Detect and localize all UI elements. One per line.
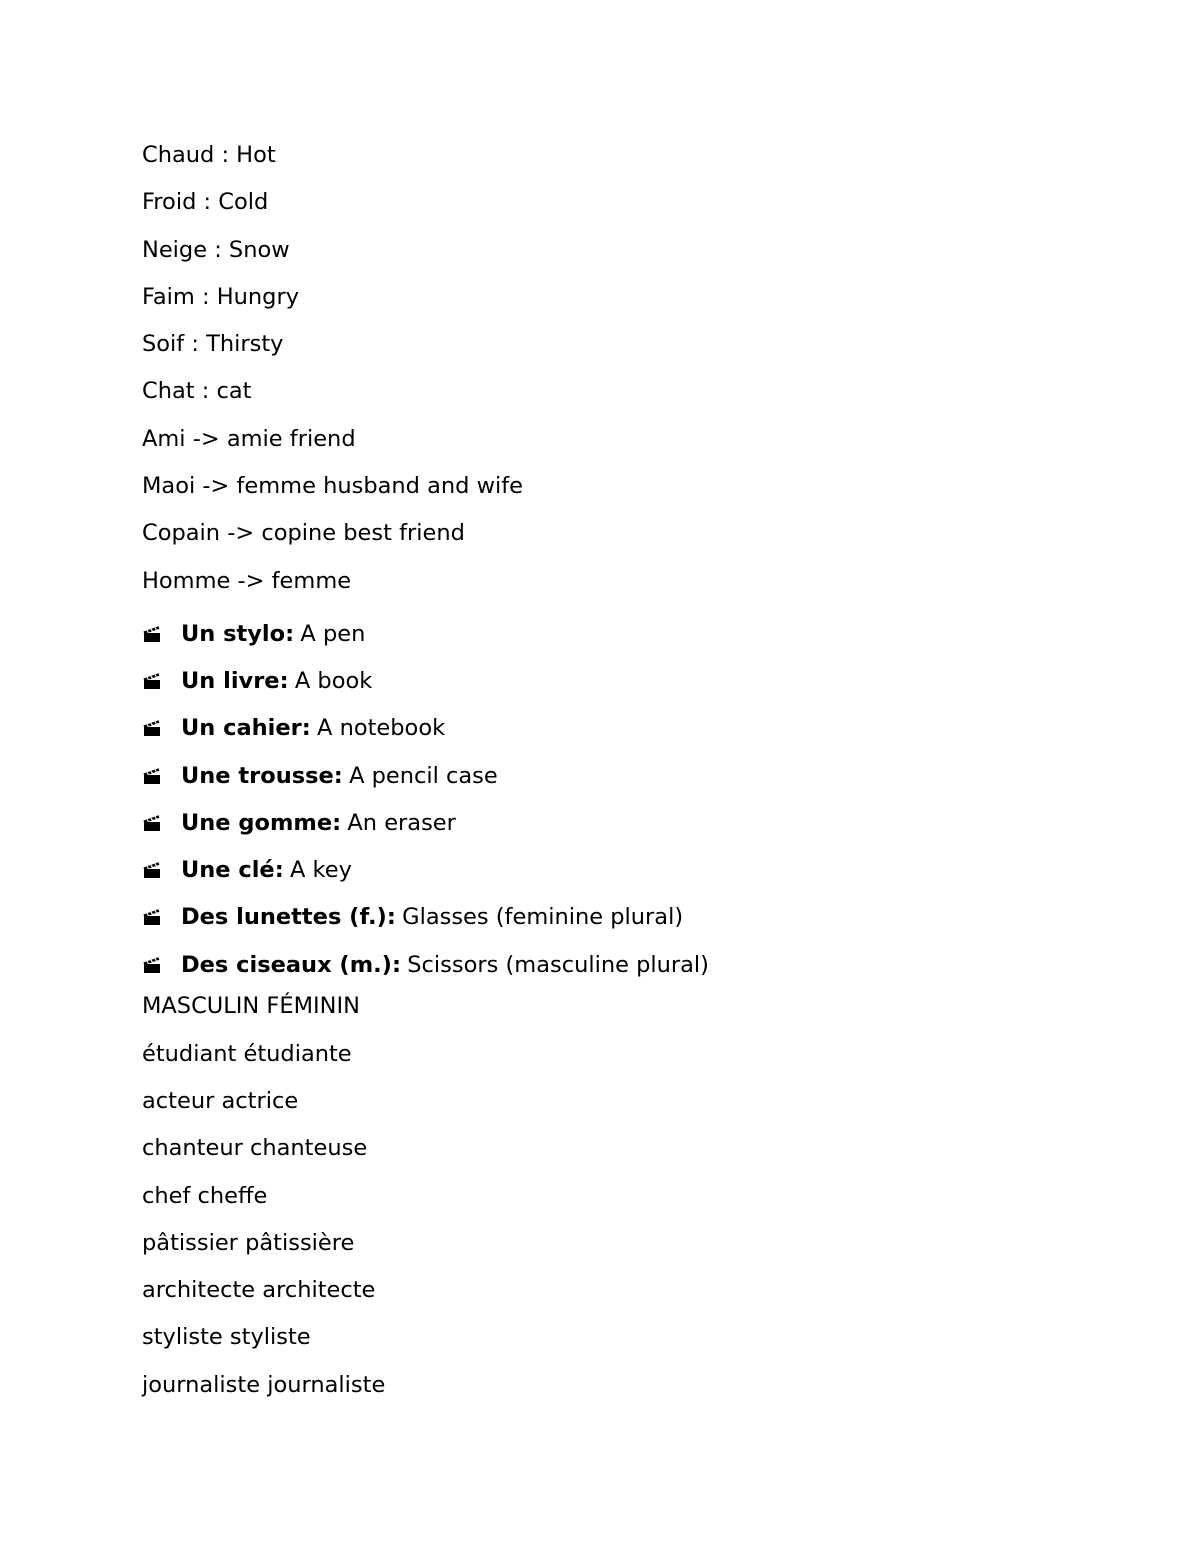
vocab-line: Chaud : Hot xyxy=(142,142,276,168)
vocab-line: Faim : Hungry xyxy=(142,283,300,310)
object-term: Une gomme: xyxy=(181,809,342,836)
object-translation: A book xyxy=(294,667,373,694)
clapperboard-icon xyxy=(142,718,162,738)
gender-pair-line: étudiant étudiante xyxy=(142,1040,352,1067)
gender-pair-line: architecte architecte xyxy=(142,1277,376,1304)
object-list-item xyxy=(142,752,1082,799)
object-translation: An eraser xyxy=(347,809,456,836)
gender-heading: MASCULIN FÉMININ xyxy=(142,993,360,1020)
object-list-item xyxy=(142,894,1082,941)
object-translation: A pen xyxy=(300,620,366,647)
gender-pair-line: chef cheffe xyxy=(142,1182,268,1209)
object-translation: Glasses (feminine plural) xyxy=(402,904,684,931)
vocab-line: Copain -> copine best friend xyxy=(142,520,465,547)
object-term: Une clé: xyxy=(181,857,284,884)
object-list-item xyxy=(142,846,1082,893)
clapperboard-icon xyxy=(142,907,162,927)
gender-pair-line: journaliste journaliste xyxy=(142,1371,386,1398)
object-term: Un livre: xyxy=(181,667,289,694)
vocab-line: Neige : Snow xyxy=(142,236,290,263)
object-term: Des ciseaux (m.): xyxy=(181,951,401,978)
document-body xyxy=(142,137,1082,1414)
object-term: Un stylo: xyxy=(181,620,295,647)
object-term: Une trousse: xyxy=(181,762,343,789)
object-term: Des lunettes (f.): xyxy=(181,904,396,931)
object-list-item xyxy=(142,657,1082,704)
clapperboard-icon xyxy=(142,813,162,833)
clapperboard-icon xyxy=(142,671,162,691)
gender-pair-line: chanteur chanteuse xyxy=(142,1135,368,1162)
object-translation: A notebook xyxy=(317,715,446,742)
object-translation: Scissors (masculine plural) xyxy=(407,951,709,978)
object-term: Un cahier: xyxy=(181,715,311,742)
gender-pair-line: acteur actrice xyxy=(142,1087,299,1114)
vocab-line: Chat : cat xyxy=(142,378,252,405)
object-list-item xyxy=(142,799,1082,846)
vocab-line: Maoi -> femme husband and wife xyxy=(142,473,523,500)
gender-pair-line: styliste styliste xyxy=(142,1324,311,1351)
vocab-line: Ami -> amie friend xyxy=(142,425,356,452)
clapperboard-icon xyxy=(142,624,162,644)
vocab-line: Soif : Thirsty xyxy=(142,331,284,358)
object-translation: A key xyxy=(290,857,352,884)
object-translation: A pencil case xyxy=(349,762,498,789)
object-list-item xyxy=(142,610,1082,657)
gender-pair-line: pâtissier pâtissière xyxy=(142,1229,355,1256)
object-list-item xyxy=(142,941,1082,988)
object-list-item xyxy=(142,705,1082,752)
clapperboard-icon xyxy=(142,860,162,880)
vocab-line: Froid : Cold xyxy=(142,189,269,216)
vocab-line: Homme -> femme xyxy=(142,567,352,594)
clapperboard-icon xyxy=(142,766,162,786)
clapperboard-icon xyxy=(142,955,162,975)
